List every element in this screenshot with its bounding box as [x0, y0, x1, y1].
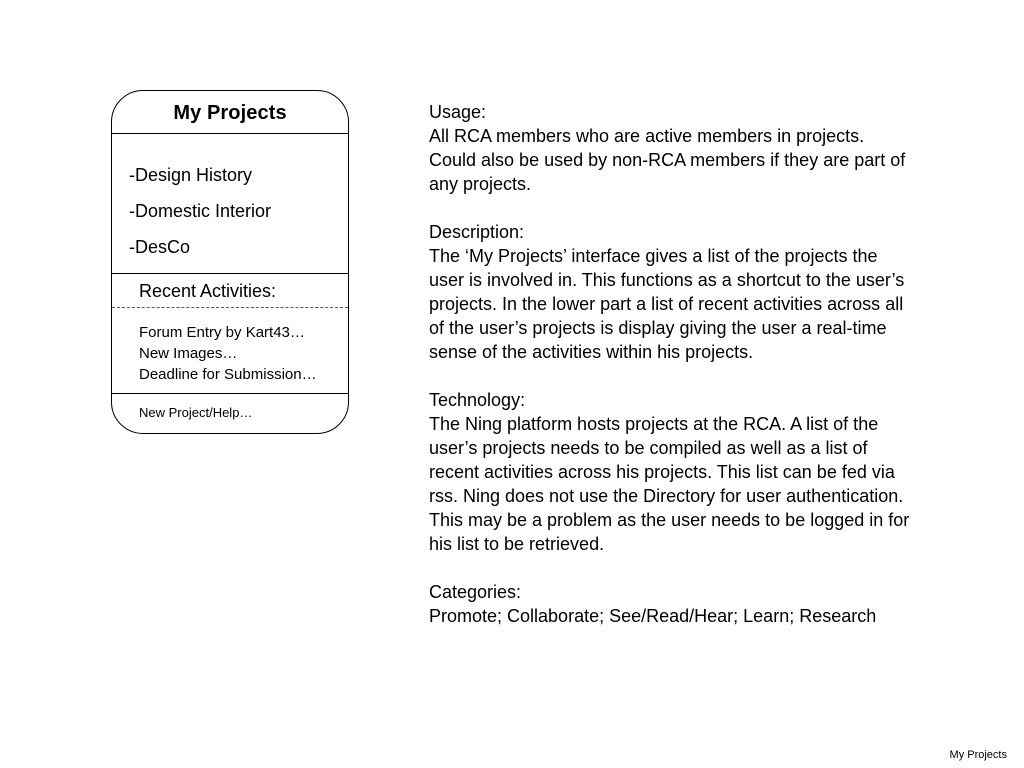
categories-heading: Categories: [429, 582, 522, 602]
technology-line: This may be a problem as the user needs to be logged in for [429, 510, 910, 530]
slide-footer-label: My Projects [949, 749, 1007, 761]
technology-line: rss. Ning does not use the Directory for user authentication. [429, 486, 904, 506]
technology-line: his list to be retrieved. [429, 534, 605, 554]
recent-dashed-divider [112, 307, 348, 308]
new-project-help-link[interactable]: New Project/Help… [139, 405, 253, 420]
description-line: projects. In the lower part a list of recent activities across all [429, 294, 904, 314]
description-line: sense of the activities within his projects. [429, 342, 754, 362]
projects-divider [112, 273, 348, 274]
description-line: The ‘My Projects’ interface gives a list of the projects the [429, 246, 878, 266]
usage-section [429, 100, 969, 196]
description-line: user is involved in. This functions as a shortcut to the user’s [429, 270, 905, 290]
activity-item-forum-entry[interactable]: Forum Entry by Kart43… [139, 324, 305, 341]
technology-line: recent activities across his projects. This list can be fed via [429, 462, 895, 482]
usage-line: All RCA members who are active members in projects. [429, 126, 865, 146]
activities-divider [112, 393, 348, 394]
description-line: of the user’s projects is display giving the user a real-time [429, 318, 887, 338]
usage-line: any projects. [429, 174, 532, 194]
categories-section [429, 580, 969, 628]
activity-item-deadline[interactable]: Deadline for Submission… [139, 366, 317, 383]
title-divider [112, 133, 348, 134]
project-item-desco[interactable]: -DesCo [129, 237, 191, 257]
recent-activities-heading: Recent Activities: [139, 281, 277, 301]
usage-heading: Usage: [429, 102, 487, 122]
usage-line: Could also be used by non-RCA members if they are part of [429, 150, 906, 170]
project-list [129, 157, 271, 265]
widget-title: My Projects [173, 102, 287, 124]
my-projects-widget [111, 90, 349, 434]
description-panel [429, 100, 969, 628]
project-item-domestic-interior[interactable]: -Domestic Interior [129, 201, 272, 221]
technology-heading: Technology: [429, 390, 526, 410]
technology-line: user’s projects needs to be compiled as well as a list of [429, 438, 868, 458]
activity-list [139, 322, 317, 385]
categories-line: Promote; Collaborate; See/Read/Hear; Learn; Research [429, 606, 877, 626]
project-item-design-history[interactable]: -Design History [129, 165, 253, 185]
description-section [429, 220, 969, 364]
technology-section [429, 388, 969, 556]
description-heading: Description: [429, 222, 525, 242]
activity-item-new-images[interactable]: New Images… [139, 345, 238, 362]
technology-line: The Ning platform hosts projects at the RCA. A list of the [429, 414, 879, 434]
